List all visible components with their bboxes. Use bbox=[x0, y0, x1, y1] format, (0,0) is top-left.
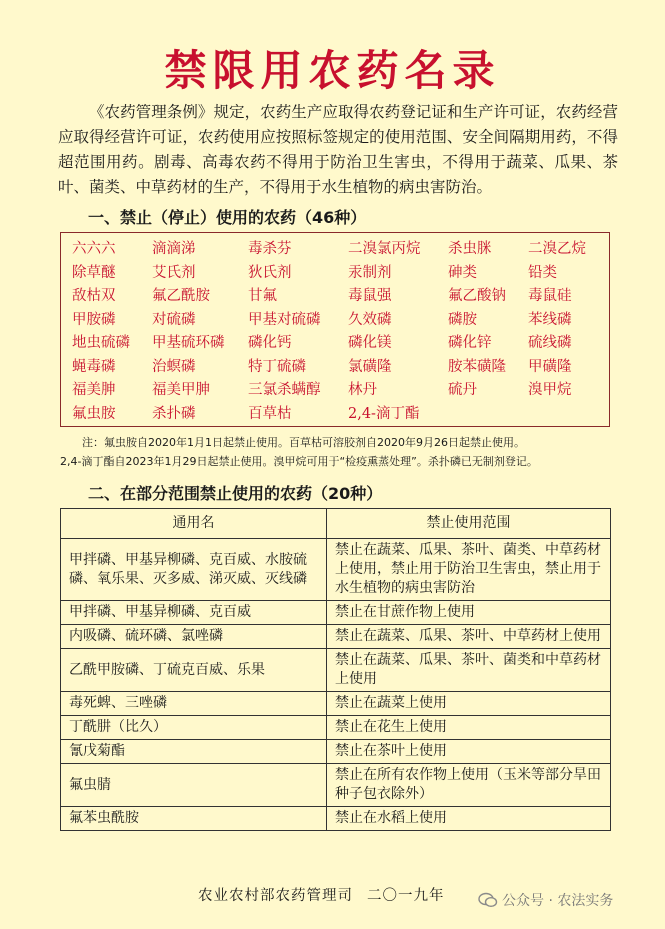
banned-pesticide-item: 磷化镁 bbox=[348, 335, 392, 351]
banned-pesticide-item: 硫线磷 bbox=[528, 335, 572, 351]
restricted-pesticide-table bbox=[60, 508, 611, 831]
banned-pesticide-item: 林丹 bbox=[348, 382, 377, 398]
banned-pesticide-item: 砷类 bbox=[448, 264, 477, 281]
banned-pesticide-item: 地虫硫磷 bbox=[72, 335, 130, 351]
table-body bbox=[61, 539, 611, 831]
banned-pesticide-item: 甲胺磷 bbox=[72, 311, 116, 328]
column-header-scope: 禁止使用范围 bbox=[327, 509, 611, 539]
table-row bbox=[61, 625, 611, 649]
section1-note bbox=[60, 433, 620, 471]
banned-pesticide-item: 毒鼠强 bbox=[348, 288, 392, 304]
column-header-name: 通用名 bbox=[61, 509, 327, 539]
section2-heading: 二、在部分范围禁止使用的农药（20种） bbox=[88, 484, 383, 503]
table-row bbox=[61, 764, 611, 807]
banned-pesticide-item: 甲磺隆 bbox=[528, 358, 572, 375]
prohibited-scope-cell: 禁止在所有农作物上使用（玉米等部分旱田种子包衣除外） bbox=[327, 764, 611, 807]
banned-pesticide-item: 氟虫胺 bbox=[72, 405, 116, 422]
banned-pesticide-item: 二溴乙烷 bbox=[528, 241, 586, 257]
banned-pesticide-item: 铅类 bbox=[528, 264, 557, 281]
banned-pesticide-item: 磷化锌 bbox=[448, 335, 492, 351]
banned-pesticide-item: 毒杀芬 bbox=[248, 241, 292, 257]
banned-pesticide-item: 汞制剂 bbox=[348, 264, 392, 281]
prohibited-scope-cell: 禁止在蔬菜、瓜果、茶叶、菌类和中草药材上使用 bbox=[327, 649, 611, 692]
banned-pesticide-item: 久效磷 bbox=[348, 311, 392, 328]
banned-pesticide-item: 硫丹 bbox=[448, 382, 477, 398]
prohibited-scope-cell: 禁止在蔬菜上使用 bbox=[327, 692, 611, 716]
banned-pesticide-item: 福美胂 bbox=[72, 382, 116, 398]
banned-pesticide-item: 滴滴涕 bbox=[152, 241, 196, 257]
banned-pesticide-item: 苯线磷 bbox=[528, 311, 572, 328]
banned-pesticide-item: 狄氏剂 bbox=[248, 264, 292, 281]
banned-pesticide-item: 毒鼠硅 bbox=[528, 288, 572, 304]
banned-pesticide-item: 福美甲胂 bbox=[152, 382, 210, 398]
banned-pesticide-item: 治螟磷 bbox=[152, 358, 196, 375]
prohibited-scope-cell: 禁止在甘蔗作物上使用 bbox=[327, 601, 611, 625]
prohibited-scope-cell: 禁止在花生上使用 bbox=[327, 716, 611, 740]
banned-pesticide-item: 六六六 bbox=[72, 241, 116, 257]
watermark-text: 公众号 · 农法实务 bbox=[502, 893, 614, 909]
table-header-row bbox=[61, 509, 611, 539]
pesticide-name-cell: 内吸磷、硫环磷、氯唑磷 bbox=[61, 625, 327, 649]
pesticide-name-cell: 丁酰肼（比久） bbox=[61, 716, 327, 740]
table-row bbox=[61, 807, 611, 831]
pesticide-name-cell: 甲拌磷、甲基异柳磷、克百威 bbox=[61, 601, 327, 625]
table-row bbox=[61, 740, 611, 764]
table-row bbox=[61, 649, 611, 692]
note-line: 2,4-滴丁酯自2023年1月29日起禁止使用。溴甲烷可用于“检疫熏蒸处理”。杀扑磷已无制剂登记。 bbox=[60, 455, 538, 468]
banned-pesticide-item: 氟乙酸钠 bbox=[448, 288, 506, 304]
banned-pesticide-item: 磷胺 bbox=[448, 311, 477, 328]
pesticide-name-cell: 氟苯虫酰胺 bbox=[61, 807, 327, 831]
banned-pesticide-item: 三氯杀螨醇 bbox=[248, 382, 321, 398]
banned-pesticide-item: 二溴氯丙烷 bbox=[348, 241, 421, 257]
banned-pesticide-item: 百草枯 bbox=[248, 405, 292, 422]
footer bbox=[198, 884, 445, 905]
banned-pesticide-item: 甘氟 bbox=[248, 288, 277, 304]
table-row bbox=[61, 601, 611, 625]
table-row bbox=[61, 716, 611, 740]
note-line: 注：氟虫胺自2020年1月1日起禁止使用。百草枯可溶胶剂自2020年9月26日起禁止使用。 bbox=[82, 436, 525, 449]
pesticide-name-cell: 毒死蜱、三唑磷 bbox=[61, 692, 327, 716]
issuer-name: 农业农村部农药管理司 bbox=[198, 888, 353, 904]
pesticide-name-cell: 甲拌磷、甲基异柳磷、克百威、水胺硫磷、氧乐果、灭多威、涕灭威、灭线磷 bbox=[61, 539, 327, 601]
banned-pesticide-item: 特丁硫磷 bbox=[248, 358, 306, 375]
banned-pesticide-item: 杀虫脒 bbox=[448, 241, 492, 257]
banned-pesticide-item: 溴甲烷 bbox=[528, 382, 572, 398]
pesticide-name-cell: 氟虫腈 bbox=[61, 764, 327, 807]
pesticide-name-cell: 氰戊菊酯 bbox=[61, 740, 327, 764]
section1-heading: 一、禁止（停止）使用的农药（46种） bbox=[88, 208, 367, 227]
banned-pesticide-grid bbox=[72, 237, 612, 425]
banned-pesticide-item: 杀扑磷 bbox=[152, 405, 196, 422]
banned-pesticide-item: 艾氏剂 bbox=[152, 264, 196, 281]
page-title: 禁限用农药名录 bbox=[164, 46, 501, 95]
table-row bbox=[61, 692, 611, 716]
prohibited-scope-cell: 禁止在蔬菜、瓜果、茶叶、中草药材上使用 bbox=[327, 625, 611, 649]
table-row bbox=[61, 539, 611, 601]
prohibited-scope-cell: 禁止在水稻上使用 bbox=[327, 807, 611, 831]
pesticide-name-cell: 乙酰甲胺磷、丁硫克百威、乐果 bbox=[61, 649, 327, 692]
banned-pesticide-item: 磷化钙 bbox=[248, 335, 292, 351]
banned-pesticide-item: 氟乙酰胺 bbox=[152, 288, 210, 304]
banned-pesticide-item: 对硫磷 bbox=[152, 311, 196, 328]
wechat-icon bbox=[478, 892, 498, 908]
banned-pesticide-item: 蝇毒磷 bbox=[72, 358, 116, 375]
prohibited-scope-cell: 禁止在茶叶上使用 bbox=[327, 740, 611, 764]
banned-pesticide-item: 胺苯磺隆 bbox=[448, 358, 506, 375]
banned-pesticide-item: 除草醚 bbox=[72, 264, 116, 281]
banned-pesticide-item: 2,4-滴丁酯 bbox=[348, 405, 420, 422]
intro-paragraph: 《农药管理条例》规定，农药生产应取得农药登记证和生产许可证，农药经营应取得经营许可证，农药使用应按照标签规定的使用范围、安全间隔期用药，不得超范围用药。剧毒、高毒农药不得用于防治卫生害虫，不得用于蔬菜、瓜果、茶叶、菌类、中草药材的生产，不得用于水生植物的病虫害防治。 bbox=[58, 103, 618, 196]
banned-pesticide-item: 甲基对硫磷 bbox=[248, 311, 321, 328]
issue-date: 二〇一九年 bbox=[367, 888, 445, 904]
banned-pesticide-item: 敌枯双 bbox=[72, 288, 116, 304]
banned-pesticide-item: 氯磺隆 bbox=[348, 358, 392, 375]
watermark bbox=[478, 890, 613, 910]
prohibited-scope-cell: 禁止在蔬菜、瓜果、茶叶、菌类、中草药材上使用，禁止用于防治卫生害虫，禁止用于水生植物的病虫害防治 bbox=[327, 539, 611, 601]
banned-pesticide-item: 甲基硫环磷 bbox=[152, 335, 225, 351]
